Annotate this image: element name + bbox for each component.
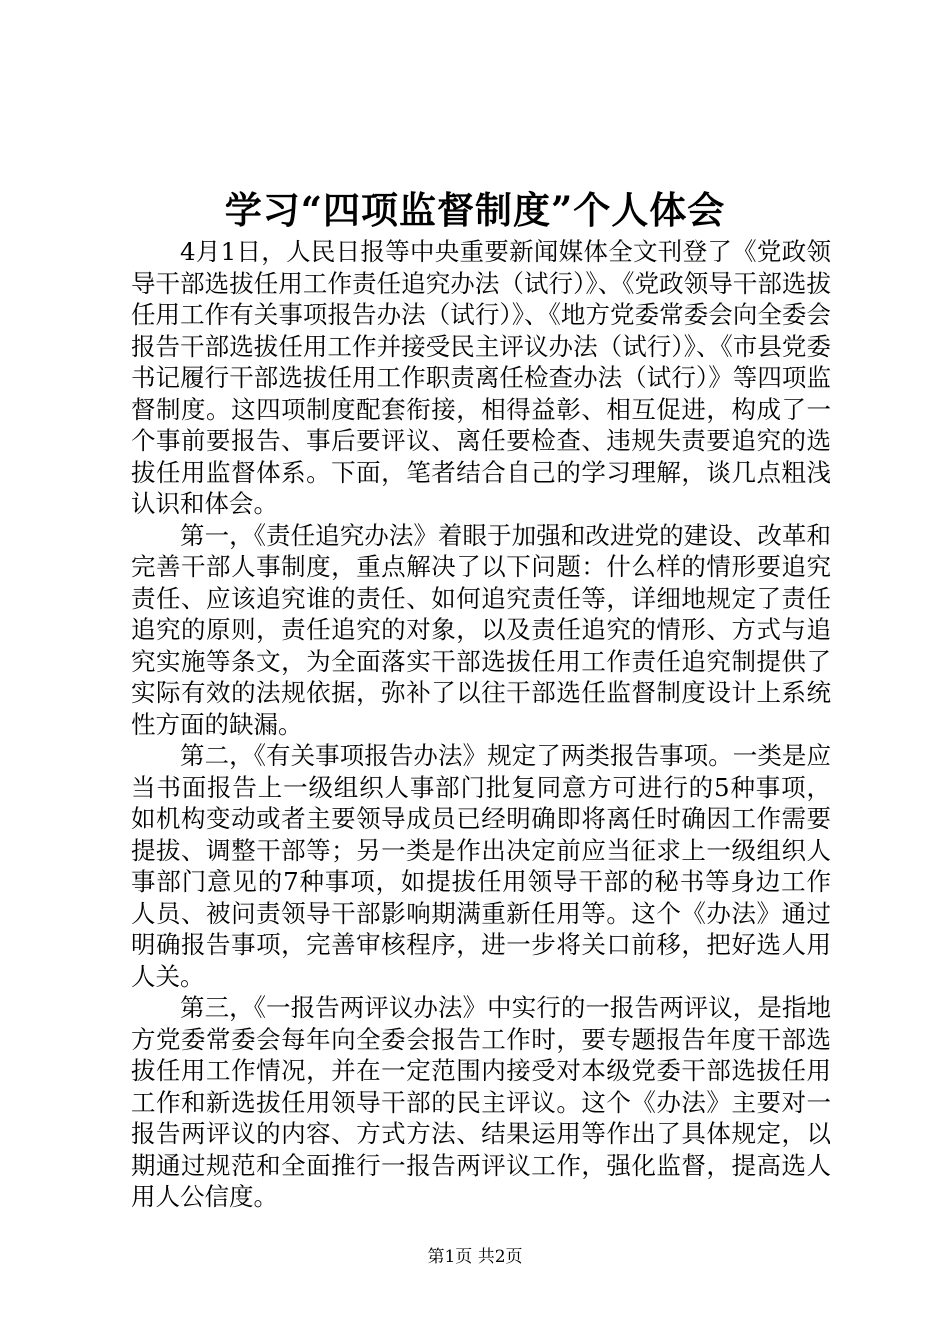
paragraph-first-point: 第一，《责任追究办法》着眼于加强和改进党的建设、改革和完善干部人事制度，重点解决了以下问题：什么样的情形要追究责任、应该追究谁的责任、如何追究责任等，详细地规定了责任追究的原则，责任追究的对象，以及责任追究的情形、方式与追究实施等条文，为全面落实干部选拔任用工作责任追究制提供了实际有效的法规依据，弥补了以往干部选任监督制度设计上系统性方面的缺漏。 xyxy=(131,520,831,739)
paragraph-third-point: 第三，《一报告两评议办法》中实行的一报告两评议，是指地方党委常委会每年向全委会报告工作时，要专题报告年度干部选拔任用工作情况，并在一定范围内接受对本级党委干部选拔任用工作和新选拔任用领导干部的民主评议。这个《办法》主要对一报告两评议的内容、方式方法、结果运用等作出了具体规定，以期通过规范和全面推行一报告两评议工作，强化监督，提高选人用人公信度。 xyxy=(131,993,831,1211)
document-body xyxy=(131,236,831,1213)
document-title: 学习“四项监督制度”个人体会 xyxy=(224,188,726,232)
paragraph-second-point: 第二，《有关事项报告办法》规定了两类报告事项。一类是应当书面报告上一级组织人事部门批复同意方可进行的5种事项，如机构变动或者主要领导成员已经明确即将离任时确因工作需要提拔、调整干部等；另一类是作出决定前应当征求上一级组织人事部门意见的7种事项，如提拔任用领导干部的秘书等身边工作人员、被问责领导干部影响期满重新任用等。这个《办法》通过明确报告事项，完善审核程序，进一步将关口前移，把好选人用人关。 xyxy=(131,741,831,991)
paragraph-intro: 4月1日，人民日报等中央重要新闻媒体全文刊登了《党政领导干部选拔任用工作责任追究办法（试行）》、《党政领导干部选拔任用工作有关事项报告办法（试行）》、《地方党委常委会向全委会报告干部选拔任用工作并接受民主评议办法（试行）》、《市县党委书记履行干部选拔任用工作职责离任检查办法（试行）》等四项监督制度。这四项制度配套衔接，相得益彰、相互促进，构成了一个事前要报告、事后要评议、离任要检查、违规失责要追究的选拔任用监督体系。下面，笔者结合自己的学习理解，谈几点粗浅认识和体会。 xyxy=(131,237,831,518)
page-number-footer: 第1页 共2页 xyxy=(427,1247,523,1267)
